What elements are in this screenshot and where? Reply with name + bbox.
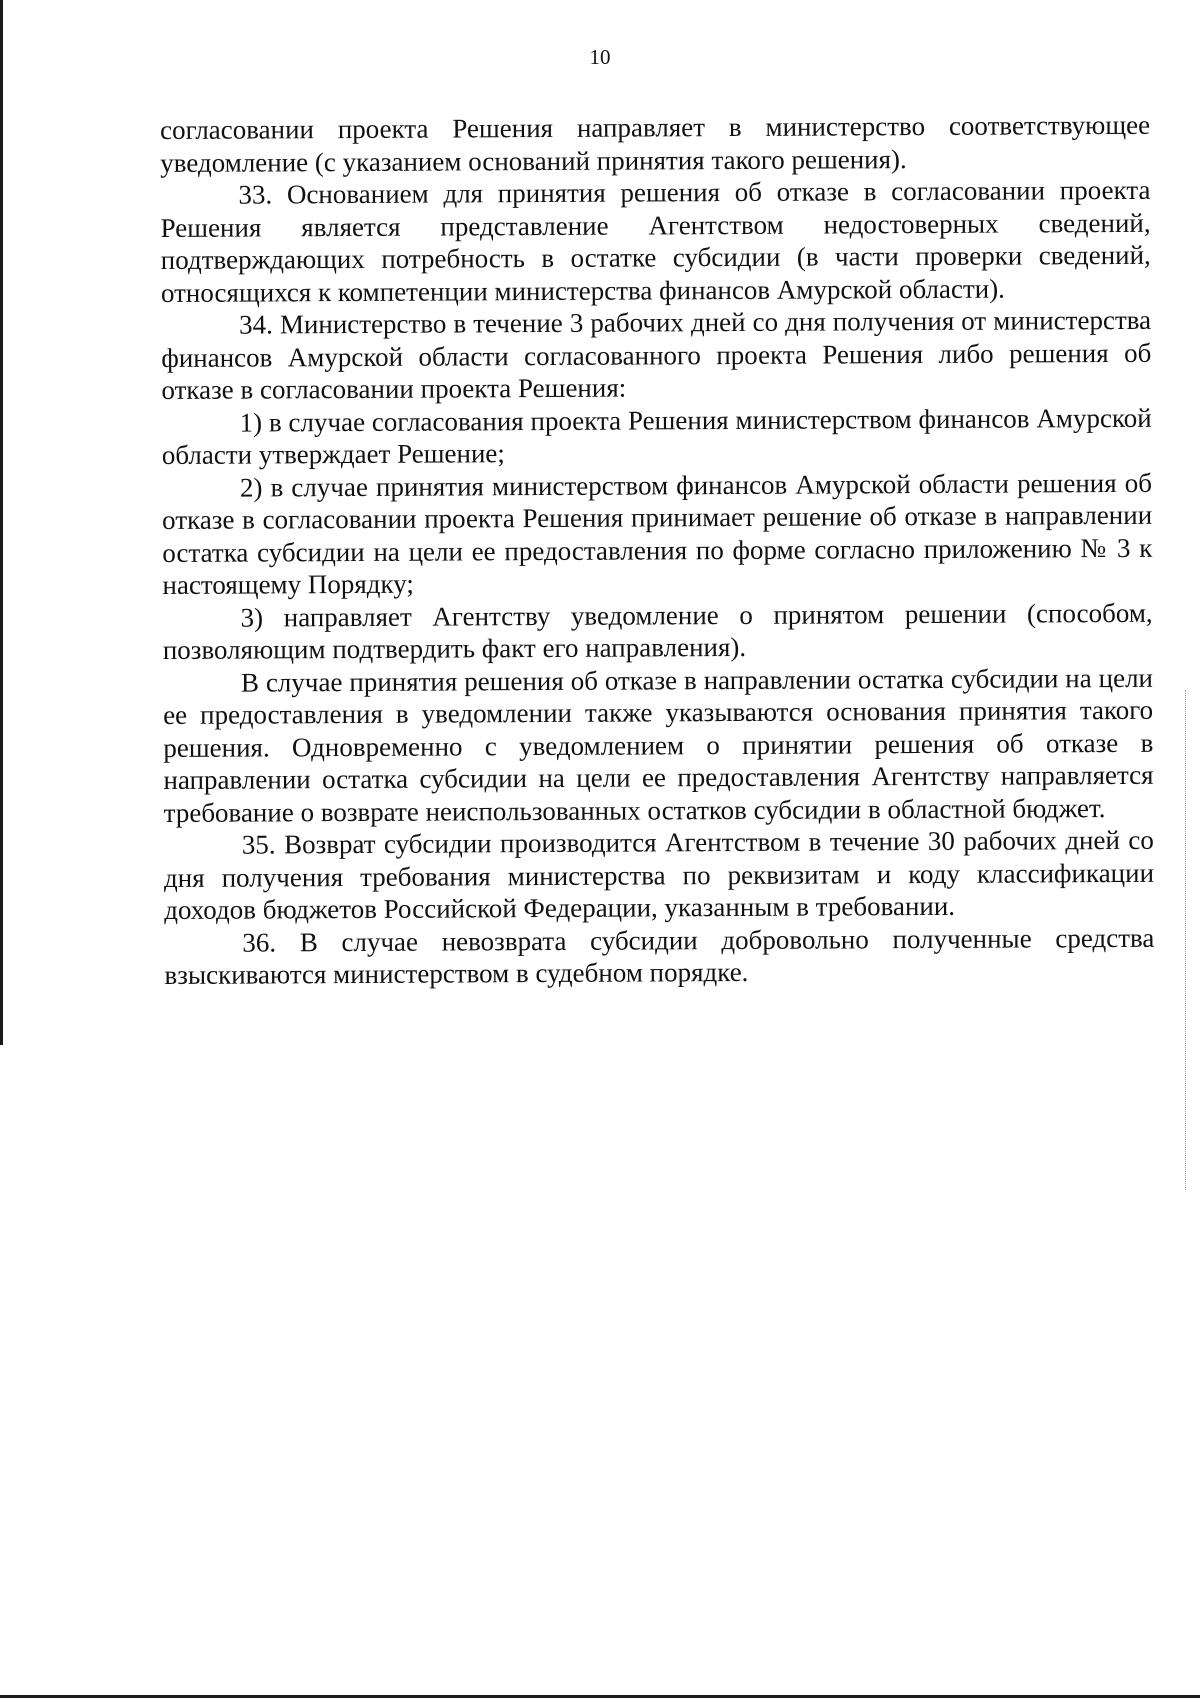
paragraph-subitem-1: 1) в случае согласования проекта Решения министерством финансов Амурской области утверждает Решение; bbox=[161, 402, 1152, 470]
document-body bbox=[160, 109, 1155, 992]
paragraph-refusal-case: В случае принятия решения об отказе в направлении остатка субсидии на цели ее предоставления в уведомлении также указываются основания принятия такого решения. Одновременно с уведомлением о принятии решения об отказе в направлении остатка субсидии на цели ее предоставления Агентству направляется требование о возврате неиспользованных остатков субсидии в областной бюджет. bbox=[163, 662, 1154, 828]
paragraph-item-34: 34. Министерство в течение 3 рабочих дней со дня получения от министерства финансов Амурской области согласованного проекта Решения либо решения об отказе в согласовании проекта Решения: bbox=[161, 304, 1152, 405]
paragraph-item-35: 35. Возврат субсидии производится Агентством в течение 30 рабочих дней со дня получения требования министерства по реквизитам и коду классификации доходов бюджетов Российской Федерации, указанным в требовании. bbox=[163, 824, 1155, 925]
scan-bottom-edge bbox=[0, 1695, 1200, 1698]
paragraph-item-36: 36. В случае невозврата субсидии добровольно полученные средства взыскиваются министерством в судебном порядке. bbox=[164, 922, 1155, 990]
paragraph-item-33: 33. Основанием для принятия решения об отказе в согласовании проекта Решения является представление Агентством недостоверных сведений, подтверждающих потребность в остатке субсидии (в части проверки сведений, относящихся к компетенции министерства финансов Амурской области). bbox=[160, 174, 1151, 308]
paragraph-subitem-3: 3) направляет Агентству уведомление о принятом решении (способом, позволяющим подтвердить факт его направления). bbox=[162, 597, 1153, 665]
scan-left-edge bbox=[0, 0, 3, 1045]
scan-right-specks bbox=[1185, 690, 1187, 1190]
paragraph-subitem-2: 2) в случае принятия министерством финансов Амурской области решения об отказе в согласовании проекта Решения принимает решение об отказе в направлении остатка субсидии на цели ее предоставления по форме согласно приложению № 3 к настоящему Порядку; bbox=[162, 467, 1153, 600]
page-number: 10 bbox=[589, 45, 611, 69]
paragraph-continuation: согласовании проекта Решения направляет в министерство соответствующее уведомление (с указанием оснований принятия такого решения). bbox=[160, 109, 1151, 178]
